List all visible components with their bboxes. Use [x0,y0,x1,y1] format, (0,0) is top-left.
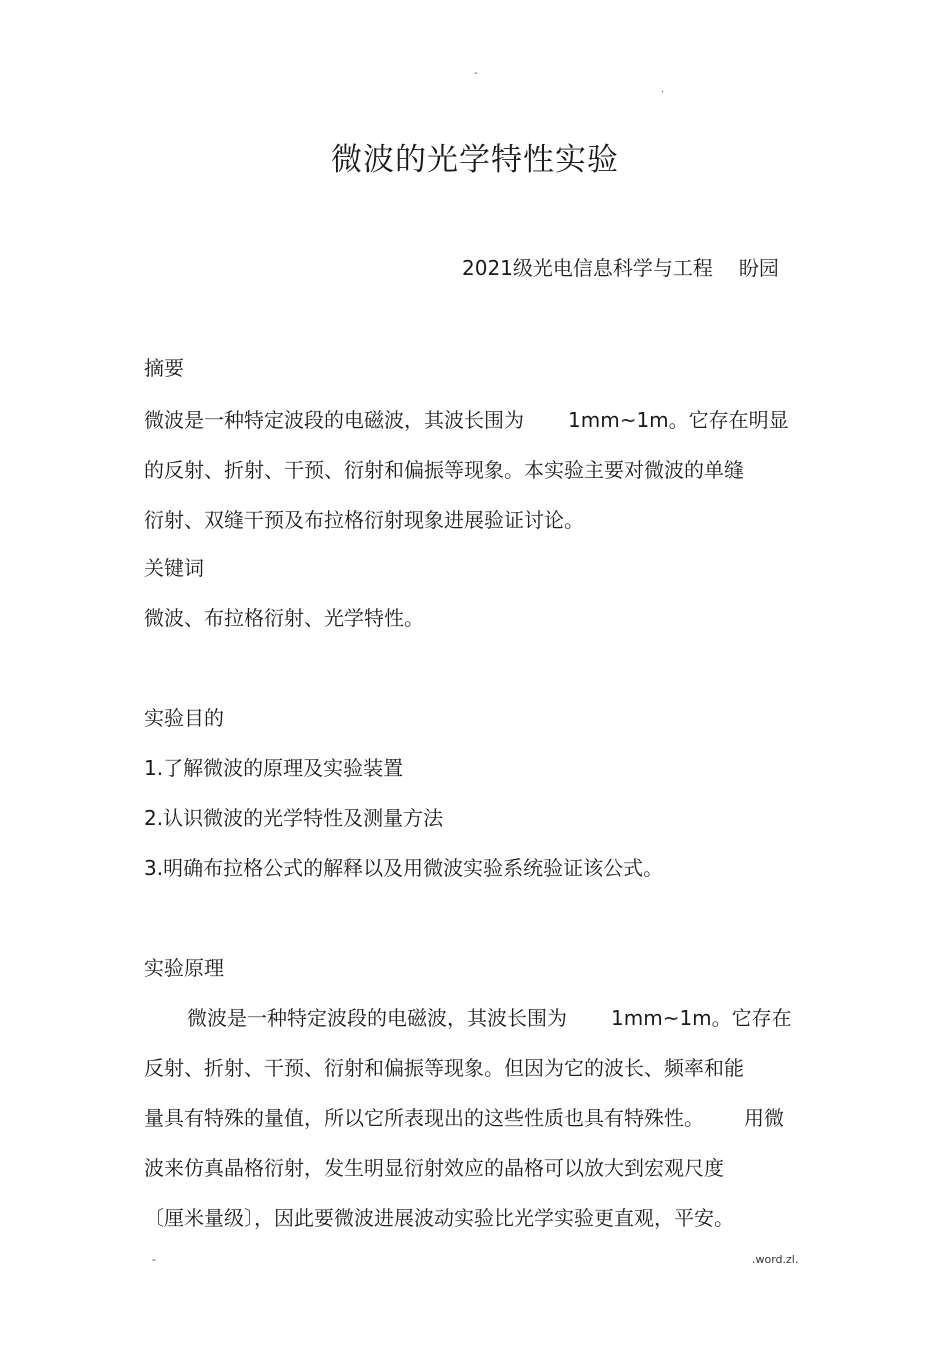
footer-mark-left: - [152,1253,156,1266]
principle-heading: 实验原理 [144,956,224,980]
abstract-line-part: 1mm~1m。它存在明显 [568,408,789,432]
abstract-line: 的反射、折射、干预、衍射和偏振等现象。本实验主要对微波的单缝 [144,458,744,482]
abstract-line: 衍射、双缝干预及布拉格衍射现象进展验证讨论。 [144,508,584,532]
principle-line-part: 量具有特殊的量值，所以它所表现出的这些性质也具有特殊性。 [144,1106,704,1130]
purpose-item: 1.了解微波的原理及实验装置 [144,756,404,780]
abstract-line-part: 微波是一种特定波段的电磁波，其波长围为 [144,408,524,432]
abstract-line [144,404,789,433]
principle-line: 〔厘米量级〕，因此要微波进展波动实验比光学实验更直观，平安。 [144,1206,734,1230]
page-title: 微波的光学特性实验 [331,142,619,178]
principle-line [144,1002,792,1031]
principle-line: 波来仿真晶格衍射，发生明显衍射效应的晶格可以放大到宏观尺度 [144,1156,724,1180]
principle-line-part: 用微 [744,1106,784,1130]
principle-line-part: 微波是一种特定波段的电磁波，其波长围为 [187,1006,567,1030]
principle-line: 反射、折射、干预、衍射和偏振等现象。但因为它的波长、频率和能 [144,1056,744,1080]
keywords-heading: 关键词 [144,556,204,580]
author-name: 盼园 [738,256,779,280]
principle-line [144,1102,784,1131]
purpose-item: 2.认识微波的光学特性及测量方法 [144,806,444,830]
purpose-item: 3.明确布拉格公式的解释以及用微波实验系统验证该公式。 [144,856,664,880]
keywords-text: 微波、布拉格衍射、光学特性。 [144,606,424,630]
author-line [462,252,779,281]
purpose-heading: 实验目的 [144,706,224,730]
header-mark-left: - [474,68,478,79]
header-mark-right: . [661,84,665,95]
footer-mark-right: .word.zl. [752,1253,799,1266]
author-affiliation: 2021级光电信息科学与工程 [462,256,713,280]
abstract-heading: 摘要 [144,356,184,380]
principle-line-part: 1mm~1m。它存在 [611,1006,792,1030]
